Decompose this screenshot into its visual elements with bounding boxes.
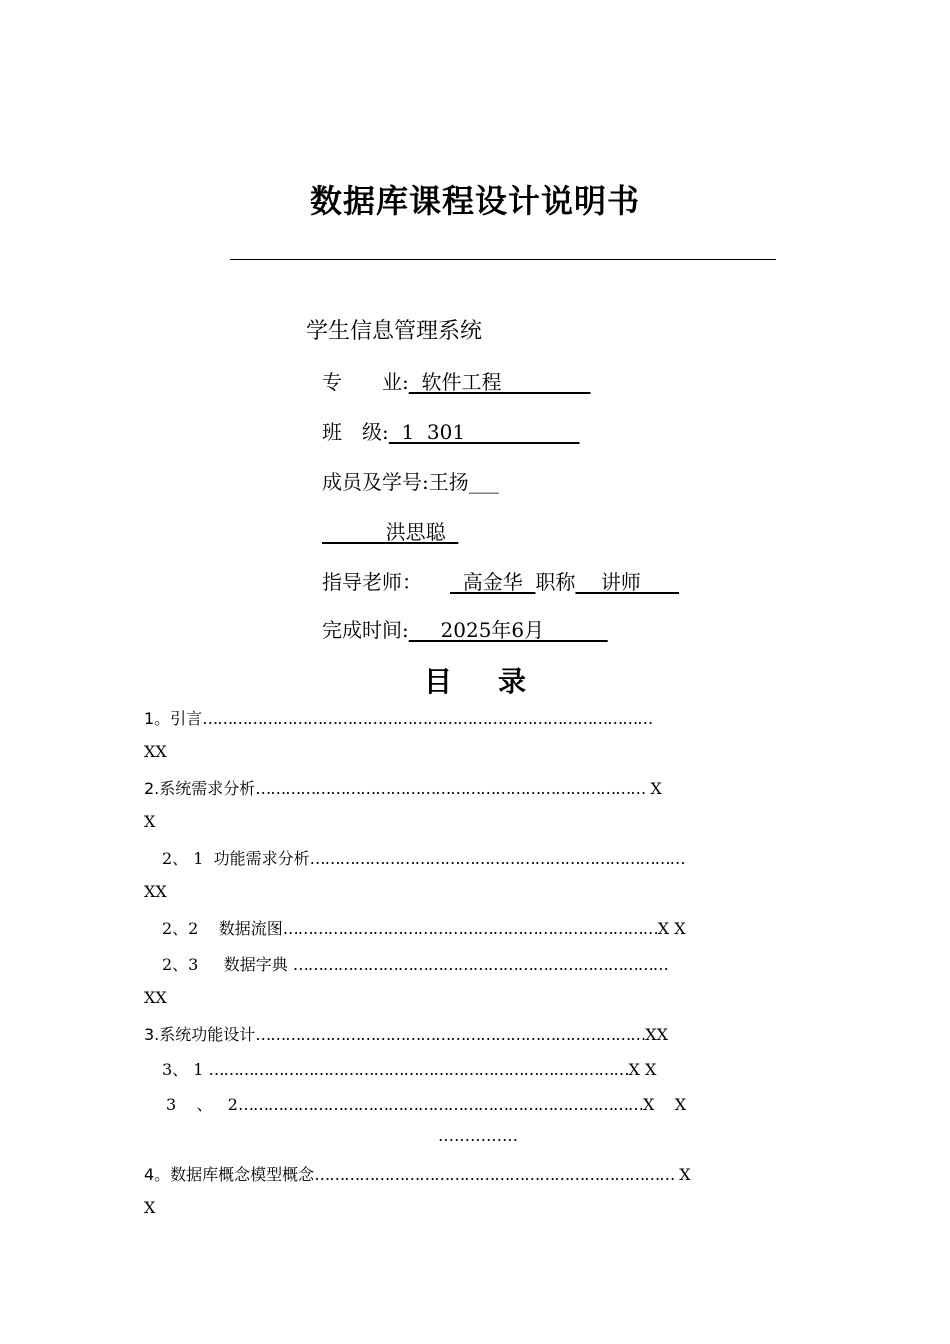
toc-entry — [144, 706, 652, 729]
toc-entry-dots: ……………………………………………………………………… — [237, 1095, 643, 1114]
major-value: 软件工程 — [408, 370, 591, 394]
advisor-value: 高金华 — [450, 570, 536, 594]
toc-entry-dots: …………………………………………………………………… — [255, 1025, 646, 1044]
toc-entry — [166, 1092, 686, 1115]
toc-entry-dots: ………………………………………………………………… — [309, 849, 685, 868]
toc-entry-label: 2、 1 功能需求分析 — [162, 849, 310, 868]
date-line — [322, 614, 608, 643]
class-line — [322, 416, 580, 445]
members-label: 成员及学号: — [322, 470, 429, 494]
toc-entry — [162, 846, 685, 869]
member-1: 王扬___ — [428, 470, 499, 494]
date-label: 完成时间: — [322, 618, 409, 642]
toc-entry-dots: ……………………………………………………………… — [314, 1165, 675, 1184]
toc-entry-page: X X — [657, 919, 686, 938]
toc-entry-dots: ………………………………………………………………… — [282, 919, 658, 938]
toc-entry-dots: ………………………………………………………………………… — [208, 1060, 629, 1079]
members-line-2 — [322, 516, 458, 545]
members-line — [322, 466, 499, 495]
advisor-title-label: 职称 — [535, 570, 576, 594]
advisor-title-value: 讲师 — [575, 570, 680, 594]
toc-entry-dots: ……………………………………………………………………………… — [202, 709, 653, 728]
toc-entry — [162, 1057, 656, 1080]
member-2: 洪思聪 — [322, 520, 459, 544]
toc-entry-page: XX — [645, 1025, 669, 1044]
toc-entry-continuation: …………… — [438, 1126, 518, 1145]
toc-entry-page: X — [144, 1198, 156, 1217]
toc-entry — [162, 952, 668, 975]
toc-entry — [162, 916, 686, 939]
toc-entry-label: 4。数据库概念模型概念 — [144, 1165, 315, 1184]
toc-entry-page: XX — [144, 742, 167, 761]
class-value: 1 301 — [388, 420, 580, 444]
toc-entry-page: X X — [642, 1095, 687, 1114]
toc-entry-label: 3、 1 — [162, 1060, 209, 1079]
toc-entry — [144, 1022, 668, 1045]
advisor-line — [322, 566, 679, 595]
toc-entry-label: 2.系统需求分析 — [144, 779, 256, 798]
toc-entry-page: X — [645, 779, 662, 798]
toc-entry-label: 1。引言 — [144, 709, 203, 728]
toc-entry-dots: …………………………………………………………………… — [255, 779, 646, 798]
project-subject: 学生信息管理系统 — [306, 319, 483, 344]
toc-entry-label: 3 、 2 — [166, 1095, 238, 1114]
toc-entry — [144, 776, 662, 799]
major-label: 专 业: — [322, 370, 409, 394]
toc-title-char-2: 录 — [498, 665, 527, 698]
toc-entry-page: X — [674, 1165, 691, 1184]
document-title: 数据库课程设计说明书 — [309, 182, 640, 220]
title-underline-rule — [230, 259, 776, 260]
toc-entry-page: X X — [628, 1060, 657, 1079]
toc-entry-page: XX — [144, 988, 167, 1007]
toc-entry-label: 3.系统功能设计 — [144, 1025, 256, 1044]
major-line — [322, 366, 590, 395]
toc-entry — [144, 1162, 691, 1185]
toc-entry-dots: ………………………………………………………………… — [292, 955, 668, 974]
toc-title-char-1: 目 — [423, 665, 452, 698]
toc-entry-label: 2、2 数据流图 — [162, 919, 283, 938]
toc-entry-page: XX — [144, 882, 167, 901]
advisor-label: 指导老师： — [322, 570, 422, 594]
toc-title — [0, 660, 950, 700]
class-label: 班 级: — [322, 420, 389, 444]
date-value: 2025年6月 — [408, 618, 608, 642]
toc-entry-label: 2、3 数据字典 — [162, 955, 293, 974]
toc-entry-page: X — [144, 812, 156, 831]
